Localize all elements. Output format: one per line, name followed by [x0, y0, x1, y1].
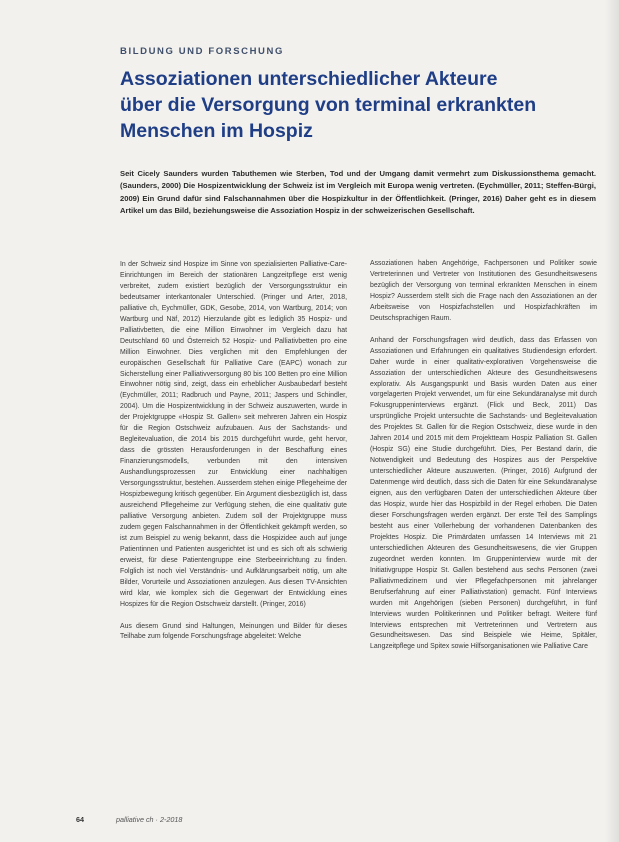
- lead-paragraph: Seit Cicely Saunders wurden Tabuthemen wie Sterben, Tod und der Umgang damit vermehrt zum Diskussionsthema gemacht. (Saunders, 2000) Die Hospizentwicklung der Schweiz ist im Vergleich mit Europa wenig vertreten. (Eychmüller, 2011; Steffen-Bürgi, 2009) Ein Grund dafür sind Falschannahmen über die Hospizkultur in der Öffentlichkeit. (Pringer, 2016) Daher geht es in diesem Artikel um das Bild, beziehungsweise die Assoziation Hospiz in der schweizerischen Gesellschaft.: [120, 169, 596, 215]
- page-footer: [76, 815, 182, 824]
- title-line: über die Versorgung von terminal erkrankten: [120, 94, 537, 116]
- body-column-right: [370, 259, 597, 653]
- publication-name: palliative ch · 2-2018: [116, 815, 183, 824]
- body-paragraph: Anhand der Forschungsfragen wird deutlich, dass das Erfassen von Assoziationen und Erfahrungen ein qualitatives Studiendesign erfordert. Daher wurde in einer qualitativ-explorativen Vorgehensweise die Assoziation der unterschiedlichen Akteure des Gesundheitswesens explorativ. Als Ausgangspunkt und Basis wurden Daten aus einer vorgelagerten Projekt verwendet, um für eine Sekundäranalyse mit durch Fokusgruppeninterviews ergänzt. (Flick und Beck, 2011) Das ursprüngliche Projekt untersuchte die Sachstands- und Begleitevaluation des Projektes St. Gallen für die Region Ostschweiz, diese wurde in den Jahren 2014 und 2015 mit dem Projektteam Hospiz Palliation St. Gallen (Hospiz SG) eine Studie durchgeführt. Dies, Per Bestand darin, die Notwendigkeit und Bedeutung des Hospizes aus der Perspektive unterschiedlicher Akteure auszuwerten. (Pringer, 2016) Aufgrund der Datenmenge wird deutlich, dass sich die Daten für eine Sekundäranalyse eignen, aus den verfügbaren Daten der unterschiedlichen Akteure über das Hospiz, wurde hier das Hospizbild in der Regel erhoben. Die Daten dieser Forschungsfragen werden ergänzt. Der erste Teil des Samplings besteht aus einer Vollerhebung der vorhandenen Datenbanken des Projektes Hospiz. Die Primärdaten umfassen 14 Interviews mit 21 unterschiedlichen Akteuren des Gesundheitswesens, die vier Gruppen zugeordnet werden konnten. Im Gruppeninterview wurde mit der Initiativgruppe Hospiz St. Gallen bestehend aus sechs Personen (zwei Palliativmedizinern und vier Pflegefachpersonen mit jahrelanger Berufserfahrung auf einer Palliativstation) gemacht. Fünf Interviews wurden mit Angehörigen (sieben Personen) durchgeführt, in fünf Interviews wurden Politikerinnen und Politiker befragt. Weitere fünf Interviews entsprechen mit Vertreterinnen und Vertretern aus Gesundheitswesen. Das sind Beispiele wie Heime, Spitäler, Langzeitpflege und Spitex sowie Hilfsorganisationen wie Palliative Care: [370, 336, 597, 651]
- scan-edge-shadow: [605, 0, 619, 842]
- body-paragraph: In der Schweiz sind Hospize im Sinne von spezialisierten Palliative-Care-Einrichtungen im Bereich der stationären Langzeitpflege erst wenig verbreitet, zudem existiert bezüglich der Versorgungsstruktur ein bedeutsamer interkantonaler Unterschied. (Pringer und Arter, 2018, palliative ch, Eychmüller, GDK, Gesobe, 2014, von Wartburg, 2014; von Wartburg und Näf, 2012) Hierzulande gibt es lediglich 35 Hospiz- und Palliativbetten, die eine Million Einwohner im Vergleich dazu hat Deutschland 60 und Österreich 52 Hospiz- und Palliativbetten pro eine Million Einwohner. Dies verglichen mit den Empfehlungen der europäischen Gesellschaft für Palliative Care (EAPC) wonach zur Sicherstellung einer Palliativversorgung 80 bis 100 Betten pro eine Million Einwohner nötig sind, zeigt, dass ein erheblicher Ausbaubedarf besteht (Eychmüller, 2011; Radbruch und Payne, 2011; Jaspers und Schindler, 2004). Um die Hospizentwicklung in der Schweiz auszuwerten, wurde in der Projektgruppe «Hospiz St. Gallen» seit mehreren Jahren ein Hospiz für die Region Ostschweiz aufzubauen. Aus der Sachstands- und Begleitevaluation, die 2014 bis 2015 durchgeführt wurde, geht hervor, dass die grössten Herausforderungen in der Beschaffung eines Finanzierungsmodells, verbunden mit den intensiven Aushandlungsprozessen zur Entwicklung einer nachhaltigen Versorgungsstruktur, bestehen. Ausserdem stehen einige Pflegeheime der Hospizbewegung kritisch gegenüber. Ein Argument diesbezüglich ist, dass ausreichend Pflegeheime zur Verfügung stehen, die eine qualitativ gute palliative Versorgung anbieten. Zudem soll der Projektgruppe muss zudem gegen Falschannahmen in der Öffentlichkeit gekämpft werden, so ist zum Beispiel zu wenig bekannt, dass die Hospizidee auch auf junge Patientinnen und Patienten ausgerichtet ist und es sich oft als schwierig erweist, für diese Patientengruppe eine Sterbeeinrichtung zu finden. Folglich ist noch viel Verständnis- und Aufklärungsarbeit nötig, um alte Bilder, Vorurteile und Assoziationen anzulegen. Aus diesen TV-Ansichten wird klar, wie komplex sich die Gegenwart der Entwicklung eines Hospizes für die Region Ostschweiz darstellt. (Pringer, 2016): [120, 261, 347, 608]
- body-paragraph: Assoziationen haben Angehörige, Fachpersonen und Politiker sowie Vertreterinnen und Vertreter von Institutionen des Gesundheitswesens bezüglich der Versorgung von terminal erkrankten Menschen in einem Hospiz? Ausserdem stellt sich die Frage nach den Assoziationen an der Arbeitsweise von Hospizfachstellen und Hospizfachkräften im Deutschsprachigen Raum.: [370, 260, 597, 322]
- article-title: [120, 66, 590, 144]
- title-line: Assoziationen unterschiedlicher Akteure: [120, 68, 498, 90]
- section-label: BILDUNG UND FORSCHUNG: [120, 46, 284, 57]
- body-paragraph: Aus diesem Grund sind Haltungen, Meinungen und Bilder für dieses Teilhabe zum folgende Forschungsfrage abgeleitet: Welche: [120, 622, 347, 641]
- page-number: 64: [76, 815, 84, 824]
- body-column-left: [120, 260, 347, 643]
- title-line: Menschen im Hospiz: [120, 120, 313, 142]
